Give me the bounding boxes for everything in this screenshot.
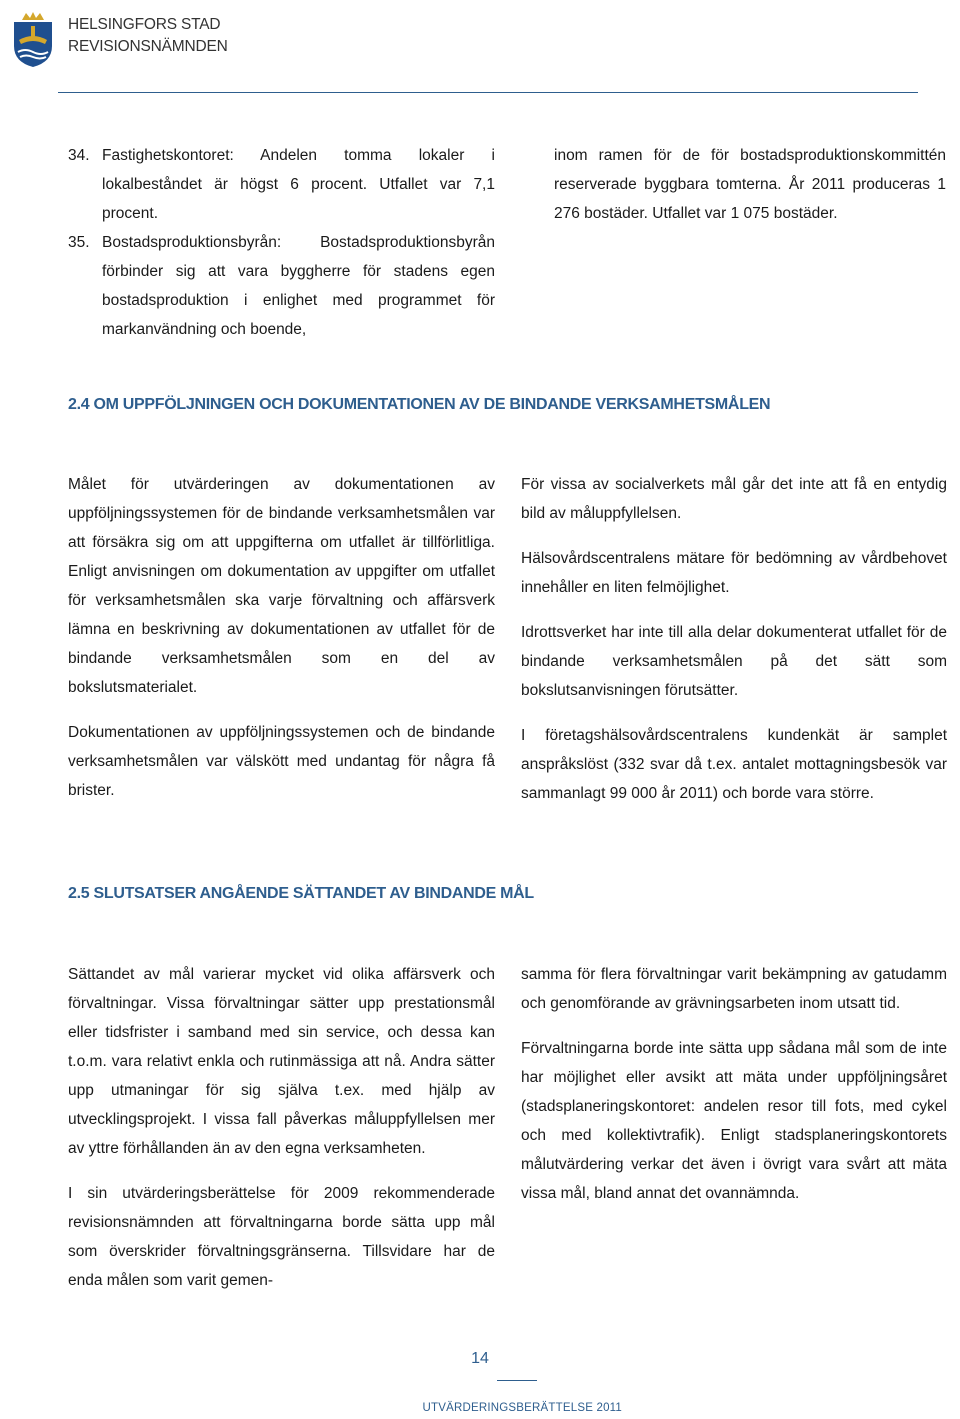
list-item <box>68 228 495 344</box>
top-list <box>68 141 495 344</box>
paragraph: samma för flera förvaltningar varit bekämpning av gatudamm och genomförande av grävningsarbeten inom utsatt tid. <box>521 966 947 1012</box>
paragraph: För vissa av socialverkets mål går det inte att få en entydig bild av måluppfyllelsen. <box>521 476 947 522</box>
paragraph: I företagshälsovårdscentralens kundenkät är samplet anspråkslöst (332 svar då t.ex. antalet mottagningsbesök var sammanlagt 99 000 år 2011) och borde vara större. <box>521 727 947 802</box>
paragraph: Hälsovårdscentralens mätare för bedömning av vårdbehovet innehåller en liten felmöjlighet. <box>521 550 947 596</box>
section-2-4-left-column <box>68 470 495 805</box>
org-name: HELSINGFORS STAD <box>68 16 221 33</box>
section-2-5-right-column <box>521 960 947 1208</box>
paragraph: Målet för utvärderingen av dokumentationen av uppföljningssystemen för de bindande verksamhetsmålen var att försäkra sig om att uppgifterna om utfallet är tillförlitliga. Enligt anvisningen om dokumentation av uppgifter om utfallet för verksamhetsmålen ska varje förvaltning och affärsverk lämna en beskrivning av dokumentationen av utfallet för de bindande verksamhetsmålen som en del av bokslutsmaterialet. <box>68 476 495 696</box>
paragraph: I sin utvärderingsberättelse för 2009 rekommenderade revisionsnämnden att förvaltningarna borde sätta upp mål som överskrider förvaltningsgränserna. Tillsvidare har de enda målen som varit gemen- <box>68 1185 495 1289</box>
page-number-underline <box>497 1380 537 1381</box>
section-2-5-left-column <box>68 960 495 1295</box>
list-item-text: Bostadsproduktionsbyrån: Bostadsproduktionsbyrån förbinder sig att vara byggherre för stadens egen bostadsproduktion i enlighet med programmet för markanvändning och boende, <box>102 234 495 338</box>
header-divider <box>58 92 918 93</box>
page-header <box>10 10 228 68</box>
paragraph: Sättandet av mål varierar mycket vid olika affärsverk och förvaltningar. Vissa förvaltningar sätter upp prestationsmål eller tidsfrister i samband med sin service, och dessa kan t.o.m. vara relativt enkla och rutinmässiga att nå. Andra sätter upp utmaningar för sig själva t.ex. med hjälp av utvecklingsprojekt. I vissa fall påverkas måluppfyllelsen mer av yttre förhållanden än av den egna verksamheten. <box>68 966 495 1157</box>
list-item-text: Fastighetskontoret: Andelen tomma lokaler i lokalbeståndet är högst 6 procent. Utfallet var 7,1 procent. <box>102 147 495 222</box>
helsinki-coat-of-arms-icon <box>10 10 56 68</box>
footer-title: UTVÄRDERINGSBERÄTTELSE 2011 <box>422 1402 622 1414</box>
section-heading-2-5: 2.5 SLUTSATSER ANGÅENDE SÄTTANDET AV BINDANDE MÅL <box>68 885 534 902</box>
section-heading-2-4: 2.4 OM UPPFÖLJNINGEN OCH DOKUMENTATIONEN AV DE BINDANDE VERKSAMHETSMÅLEN <box>68 396 771 413</box>
department-name: REVISIONSNÄMNDEN <box>68 38 228 55</box>
list-item-number: 35. <box>68 234 90 251</box>
paragraph: Idrottsverket har inte till alla delar dokumenterat utfallet för de bindande verksamhetsmålen på det sätt som bokslutsanvisningen förutsätter. <box>521 624 947 699</box>
list-item-number: 34. <box>68 147 90 164</box>
page-number: 14 <box>471 1350 489 1367</box>
paragraph: inom ramen för de för bostadsproduktionskommittén reserverade byggbara tomterna. År 2011 produceras 1 276 bostäder. Utfallet var 1 075 bostäder. <box>554 147 946 222</box>
section-2-4-right-column <box>521 470 947 808</box>
list-item <box>68 141 495 228</box>
paragraph: Förvaltningarna borde inte sätta upp sådana mål som de inte har möjlighet eller avsikt att mäta under uppföljningsåret (stadsplaneringskontoret: andelen resor till fots, med cykel och med kollektivtrafik). Enligt stadsplaneringskontorets målutvärdering verkar det även i övrigt vara svårt att mäta vissa mål, bland annat det ovannämnda. <box>521 1040 947 1202</box>
top-right-column <box>554 141 946 228</box>
paragraph: Dokumentationen av uppföljningssystemen och de bindande verksamhetsmålen var välskött med undantag för några få brister. <box>68 724 495 799</box>
